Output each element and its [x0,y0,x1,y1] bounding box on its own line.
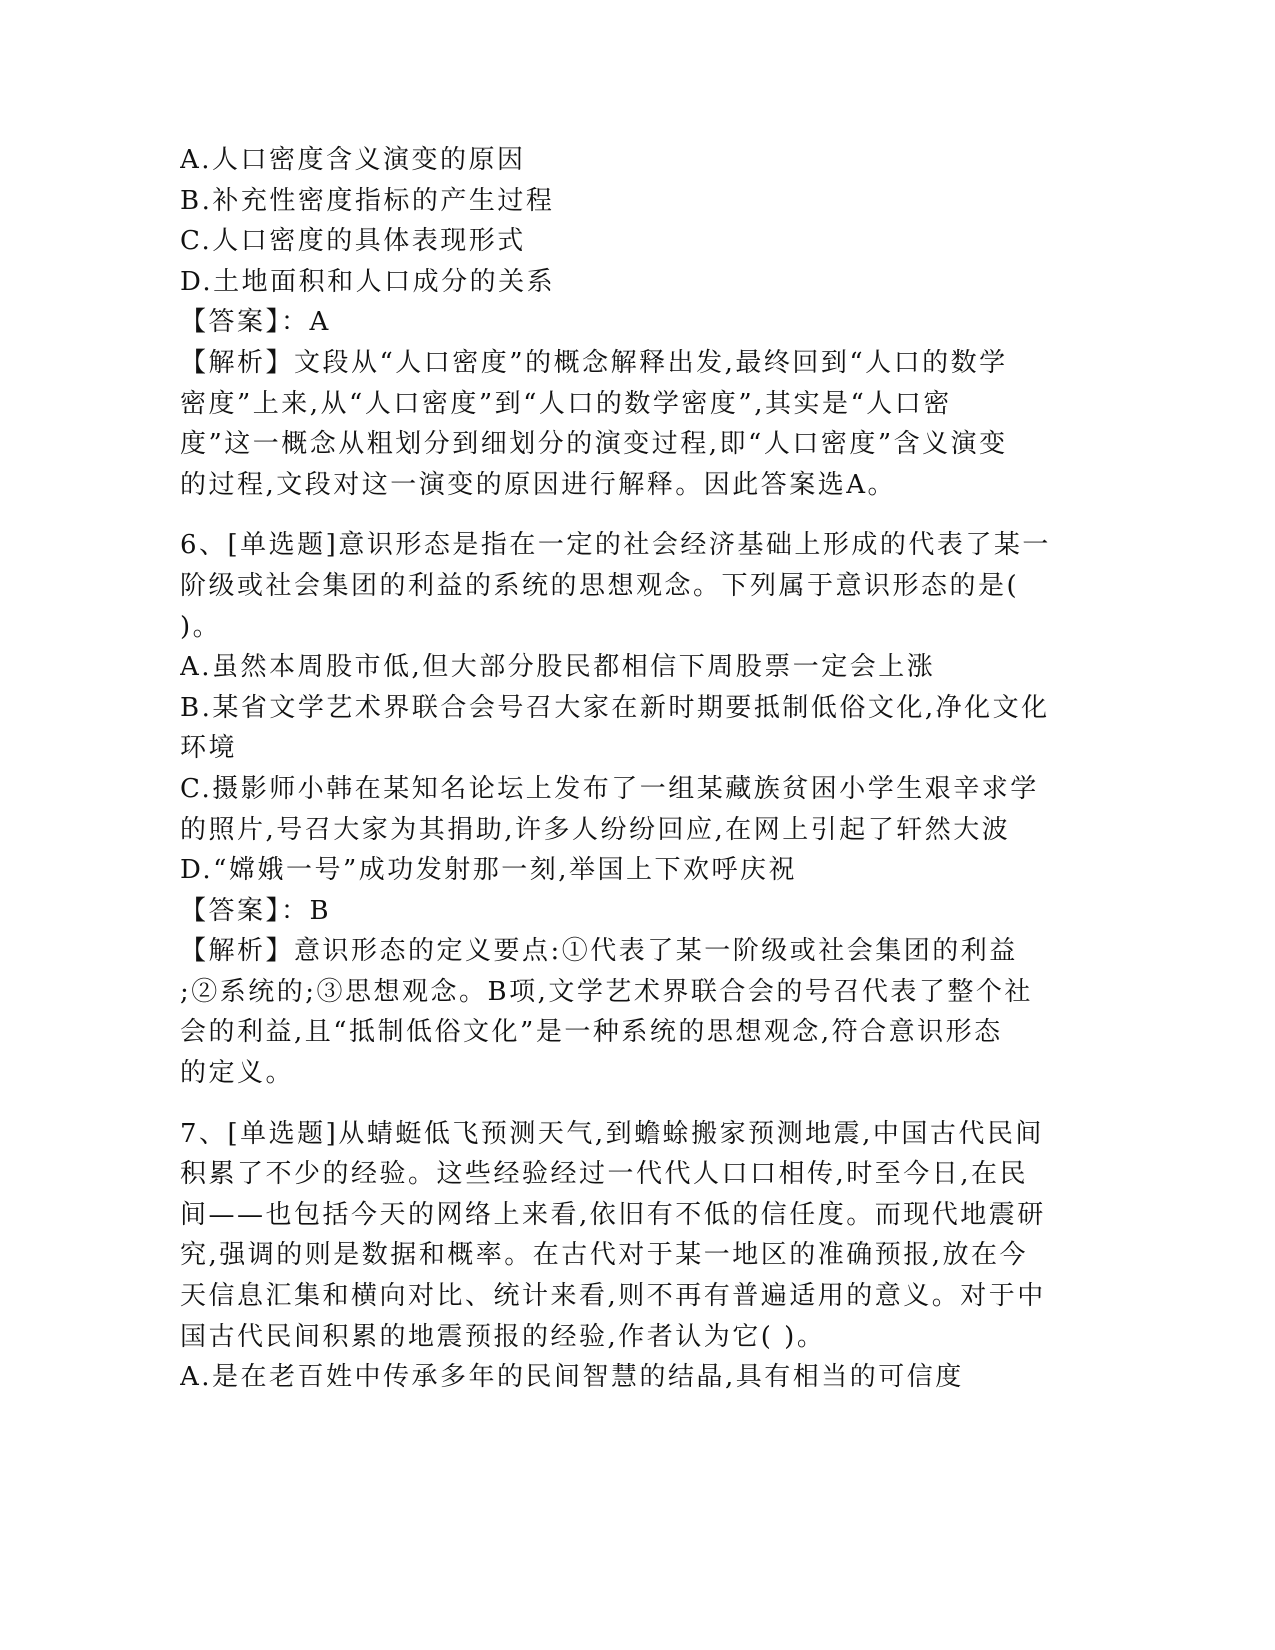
analysis-line: 的过程,文段对这一演变的原因进行解释。因此答案选A。 [180,469,897,500]
stem-line: 天信息汇集和横向对比、统计来看,则不再有普遍适用的意义。对于中 [180,1281,1046,1312]
analysis-line: ;②系统的;③思想观念。B项,文学艺术界联合会的号召代表了整个社 [180,976,1033,1007]
question-6-answer: 【答案】：B [180,895,332,926]
analysis-line: 的定义。 [180,1058,295,1089]
option-b-continued: 环境 [180,733,238,764]
option-a: A.是在老百姓中传承多年的民间智慧的结晶,具有相当的可信度 [180,1362,964,1393]
question-7-options [180,1357,1060,1398]
analysis-line: 【解析】意识形态的定义要点:①代表了某一阶级或社会集团的利益 [180,936,1018,967]
option-b: B.某省文学艺术界联合会号召大家在新时期要抵制低俗文化,净化文化 [180,692,1050,723]
option-c-continued: 的照片,号召大家为其捐助,许多人纷纷回应,在网上引起了轩然大波 [180,814,1011,845]
analysis-line: 【解析】文段从“人口密度”的概念解释出发,最终回到“人口的数学 [180,347,1008,378]
stem-line: 间——也包括今天的网络上来看,依旧有不低的信任度。而现代地震研 [180,1199,1046,1230]
stem-line: 阶级或社会集团的利益的系统的思想观念。下列属于意识形态的是( [180,570,1020,601]
analysis-line: 密度”上来,从“人口密度”到“人口的数学密度”,其实是“人口密 [180,388,952,419]
question-6-options [180,647,1060,891]
option-a: A.人口密度含义演变的原因 [180,145,526,175]
question-6-stem [180,525,1060,647]
document-page [180,140,1060,1398]
option-c: C.人口密度的具体表现形式 [180,226,526,257]
stem-line: )。 [180,611,222,642]
option-c: C.摄影师小韩在某知名论坛上发布了一组某藏族贫困小学生艰辛求学 [180,773,1039,804]
stem-line: 7、[单选题]从蜻蜓低飞预测天气,到蟾蜍搬家预测地震,中国古代民间 [180,1118,1044,1149]
analysis-line: 会的利益,且“抵制低俗文化”是一种系统的思想观念,符合意识形态 [180,1017,1003,1048]
stem-line: 国古代民间积累的地震预报的经验,作者认为它( )。 [180,1321,826,1352]
option-b: B.补充性密度指标的产生过程 [180,185,555,216]
stem-line: 积累了不少的经验。这些经验经过一代代人口口相传,时至今日,在民 [180,1159,1029,1190]
option-d: D.“嫦娥一号”成功发射那一刻,举国上下欢呼庆祝 [180,855,798,886]
analysis-line: 度”这一概念从粗划分到细划分的演变过程,即“人口密度”含义演变 [180,429,1008,460]
option-d: D.土地面积和人口成分的关系 [180,266,556,297]
stem-line: 6、[单选题]意识形态是指在一定的社会经济基础上形成的代表了某一 [180,530,1051,561]
question-5-analysis [180,343,1060,505]
option-a: A.虽然本周股市低,但大部分股民都相信下周股票一定会上涨 [180,652,936,683]
stem-line: 究,强调的则是数据和概率。在古代对于某一地区的准确预报,放在今 [180,1240,1029,1271]
question-6-analysis [180,931,1060,1093]
question-7-stem [180,1114,1060,1358]
question-5-answer: 【答案】：A [180,307,331,338]
question-5-options [180,140,1060,302]
